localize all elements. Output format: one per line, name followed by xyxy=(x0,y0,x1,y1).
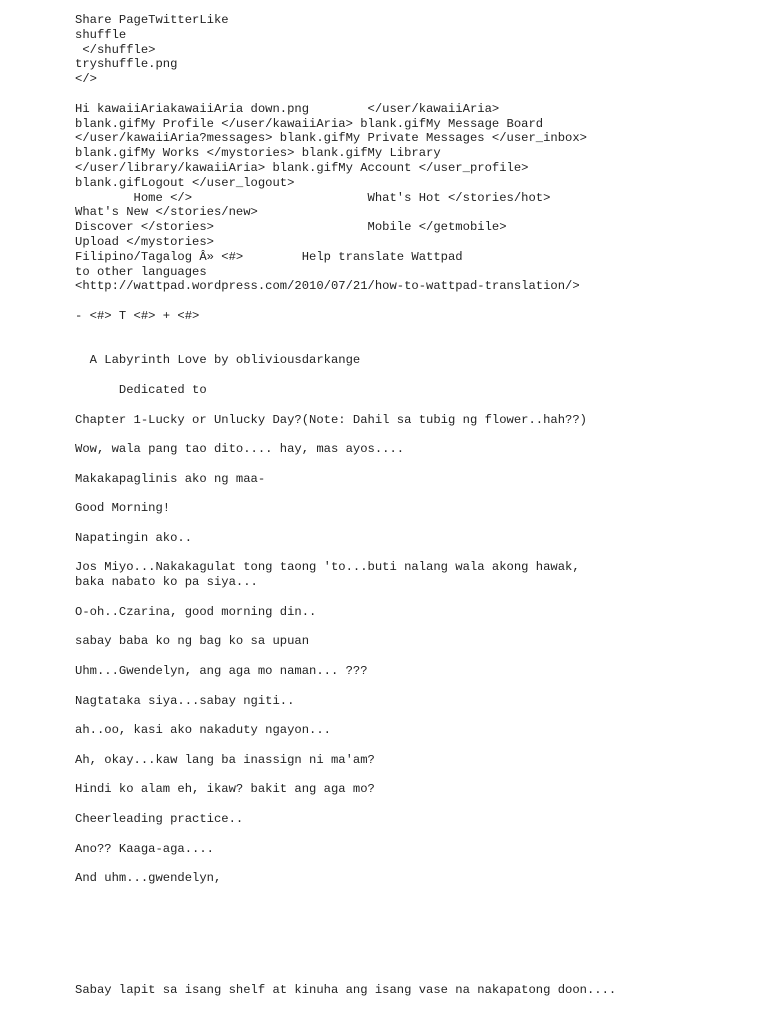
story-paragraph-line: Jos Miyo...Nakakagulat tong taong 'to...buti nalang wala akong hawak, xyxy=(75,560,580,575)
story-paragraphs xyxy=(75,442,755,886)
nav-logout-line[interactable]: blank.gifLogout </user_logout> xyxy=(75,175,295,190)
story-title: A Labyrinth Love by obliviousdarkange xyxy=(75,353,361,368)
language-selector-line[interactable]: Filipino/Tagalog Â» <#> Help translate Wattpad xyxy=(75,249,463,264)
chapter-title: Chapter 1-Lucky or Unlucky Day?(Note: Dahil sa tubig ng flower..hah??) xyxy=(75,412,587,427)
spacer xyxy=(75,738,755,753)
story-paragraph-line: Napatingin ako.. xyxy=(75,530,193,545)
nav-works-line[interactable]: blank.gifMy Works </mystories> blank.gifMy Library xyxy=(75,146,441,161)
spacer xyxy=(75,620,755,635)
translate-help-line[interactable]: to other languages xyxy=(75,264,207,279)
spacer xyxy=(75,339,755,354)
spacer xyxy=(75,457,755,472)
nav-upload-line[interactable]: Upload </mystories> xyxy=(75,234,214,249)
spacer xyxy=(75,324,755,339)
spacer xyxy=(75,856,755,871)
spacer xyxy=(75,487,755,502)
nav-discover-mobile-line[interactable]: Discover </stories> Mobile </getmobile> xyxy=(75,220,507,235)
story-paragraph-line: baka nabato ko pa siya... xyxy=(75,575,258,590)
user-greeting[interactable]: Hi kawaiiAriakawaiiAria down.png </user/kawaiiAria> xyxy=(75,101,500,116)
blank-gap xyxy=(75,886,755,983)
story-paragraph-line: Good Morning! xyxy=(75,501,171,516)
document-body xyxy=(75,13,755,998)
shuffle-image-name: tryshuffle.png xyxy=(75,57,178,72)
story-paragraph-line: O-oh..Czarina, good morning din.. xyxy=(75,604,317,619)
shuffle-url[interactable]: </shuffle> xyxy=(75,42,156,57)
nav-profile-line[interactable]: blank.gifMy Profile </user/kawaiiAria> blank.gifMy Message Board xyxy=(75,116,544,131)
shuffle-link[interactable]: shuffle xyxy=(75,27,127,42)
story-paragraph-line: Nagtataka siya...sabay ngiti.. xyxy=(75,693,295,708)
nav-account-line[interactable]: </user/library/kawaiiAria> blank.gifMy Account </user_profile> xyxy=(75,160,529,175)
font-size-controls[interactable]: - <#> T <#> + <#> xyxy=(75,308,200,323)
spacer xyxy=(75,398,755,413)
home-url[interactable]: </> xyxy=(75,72,97,87)
story-paragraph-line: Ano?? Kaaga-aga.... xyxy=(75,841,214,856)
nav-messages-line[interactable]: </user/kawaiiAria?messages> blank.gifMy Private Messages </user_inbox> xyxy=(75,131,587,146)
spacer xyxy=(75,87,755,102)
story-paragraph: Sabay lapit sa isang shelf at kinuha ang isang vase na nakapatong doon.... xyxy=(75,983,617,998)
spacer xyxy=(75,427,755,442)
spacer xyxy=(75,649,755,664)
story-paragraph-line: Wow, wala pang tao dito.... hay, mas ayos.... xyxy=(75,442,405,457)
nav-home-hot-line[interactable]: Home </> What's Hot </stories/hot> xyxy=(75,190,551,205)
story-paragraph-line: Ah, okay...kaw lang ba inassign ni ma'am? xyxy=(75,752,375,767)
story-paragraph-line: Uhm...Gwendelyn, ang aga mo naman... ??? xyxy=(75,664,368,679)
spacer xyxy=(75,516,755,531)
user-nav-menu xyxy=(75,102,755,294)
nav-new-line[interactable]: What's New </stories/new> xyxy=(75,205,258,220)
spacer xyxy=(75,827,755,842)
spacer xyxy=(75,679,755,694)
spacer xyxy=(75,797,755,812)
spacer xyxy=(75,768,755,783)
story-paragraph-line: Makakapaglinis ako ng maa- xyxy=(75,471,266,486)
spacer xyxy=(75,546,755,561)
spacer xyxy=(75,708,755,723)
share-header xyxy=(75,13,755,87)
spacer xyxy=(75,294,755,309)
share-links[interactable]: Share PageTwitterLike xyxy=(75,13,229,27)
spacer xyxy=(75,368,755,383)
story-dedication: Dedicated to xyxy=(75,382,207,397)
translate-help-url[interactable]: <http://wattpad.wordpress.com/2010/07/21/how-to-wattpad-translation/> xyxy=(75,279,580,294)
story-paragraph-line: Hindi ko alam eh, ikaw? bakit ang aga mo? xyxy=(75,782,375,797)
story-paragraph-line: sabay baba ko ng bag ko sa upuan xyxy=(75,634,310,649)
story-paragraph-line: ah..oo, kasi ako nakaduty ngayon... xyxy=(75,723,331,738)
story-paragraph-line: Cheerleading practice.. xyxy=(75,812,244,827)
story-paragraph-line: And uhm...gwendelyn, xyxy=(75,871,222,886)
spacer xyxy=(75,590,755,605)
